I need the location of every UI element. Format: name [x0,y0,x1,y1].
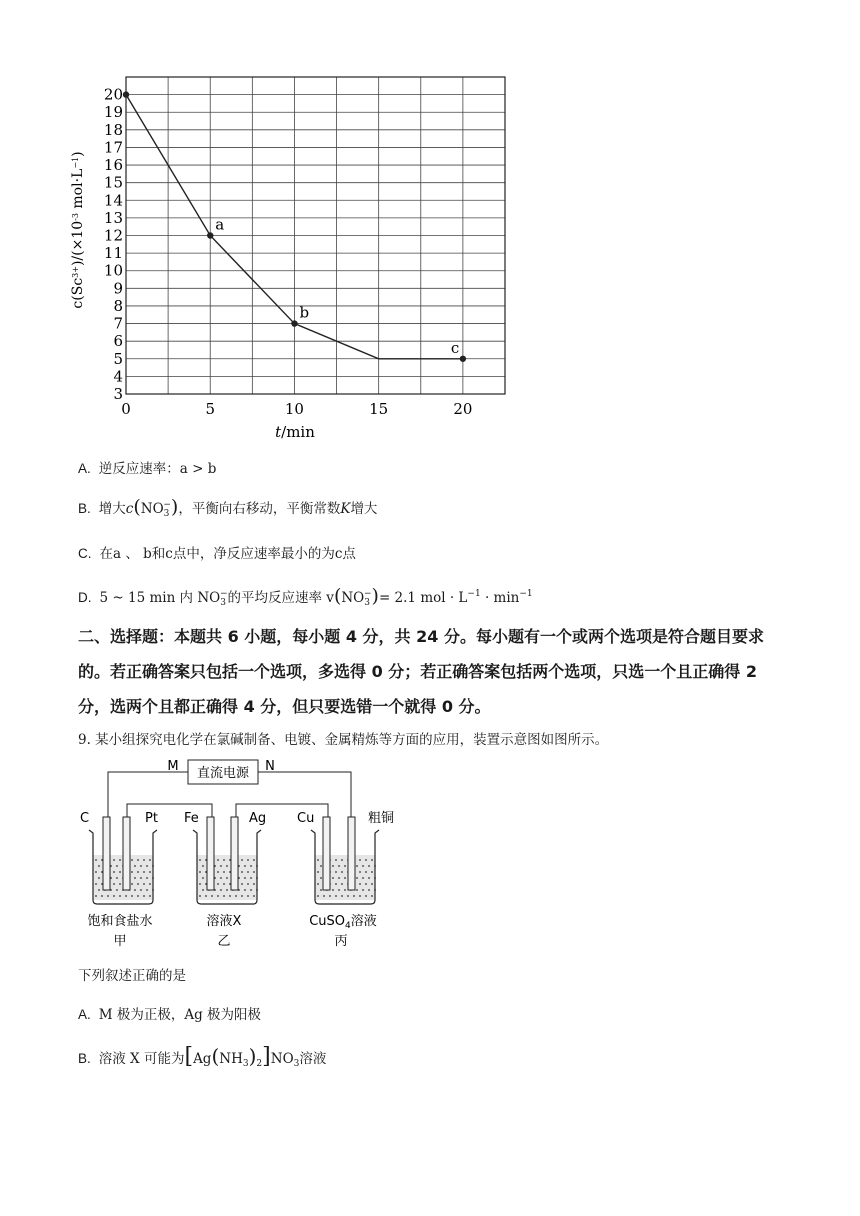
beaker-1 [89,817,157,904]
solution-dot [368,877,370,879]
solution-dot [356,889,358,891]
solution-dot [341,871,343,873]
solution-dot [131,859,133,861]
x-tick-label: 10 [284,400,304,418]
solution-dot [131,871,133,873]
solution-dot [371,859,373,861]
solution-dot [359,859,361,861]
solution-dot [199,895,201,897]
solution-dot [101,895,103,897]
solution-dot [335,883,337,885]
solution-dot [235,895,237,897]
solution-dot [338,889,340,891]
solution-dot [365,895,367,897]
solution-dot [217,895,219,897]
solution-dot [98,865,100,867]
option-8b: B. 增大$c(NO_3^-)$，平衡向右移动，平衡常数K增大 [78,496,378,519]
solution-dot [320,865,322,867]
question-9-stem: 9. 某小组探究电化学在氯碱制备、电镀、金属精炼等方面的应用，装置示意图如图所示。 [78,732,609,748]
solution-dot [143,859,145,861]
y-tick-label: 3 [113,385,123,403]
solution-dot [335,871,337,873]
solution-dot [149,895,151,897]
solution-dot [137,871,139,873]
option-9a: A. M 极为正极，Ag 极为阳极 [78,1007,262,1023]
solution-dot [335,859,337,861]
solution-dot [199,883,201,885]
solution-dot [223,895,225,897]
solution-dot [247,895,249,897]
y-tick-label: 17 [103,138,123,157]
solution-dot [143,871,145,873]
option-8d: D. 5 ~ 15 min 内 $NO_3^-$的平均反应速率 $v(NO_3^-)= 2.1$ mol · $L^{-1} \cdot \min^{-1}$ [78,585,533,608]
data-point [291,320,297,326]
solution-dot [247,859,249,861]
solution-dot [241,883,243,885]
solution-dot [371,871,373,873]
y-tick-label: 12 [103,226,123,245]
solution-dot [134,865,136,867]
solution-dot [107,895,109,897]
solution-dot [98,889,100,891]
electrode-rod [207,817,214,890]
solution-dot [95,871,97,873]
electrode-rod [231,817,238,890]
y-axis-label: $c(Sc^{3+})/(\times 10^{-3}$ $mol\cdot L^{-1}$) [70,151,86,309]
vessel-1-label: 甲 [113,934,127,949]
solution-dot [199,859,201,861]
solution-dot [371,895,373,897]
solution-dot [229,895,231,897]
solution-dot [220,877,222,879]
solution-dot [119,871,121,873]
electrode-rod [348,817,355,890]
solution-dot [253,859,255,861]
solution-dot [371,883,373,885]
solution-dot [344,865,346,867]
section-2-instructions: 二、选择题：本题共 6 小题，每小题 4 分，共 24 分。每小题有一个或两个选项是符合题目要求的。若正确答案只包括一个选项，多选得 0 分；若正确答案包括两个选项，只选一个且正确得 2 分，选两个且都正确得 4 分，但只要选错一个就得 0 分。 [78,627,764,716]
question-9-prompt: 下列叙述正确的是 [78,968,186,984]
solution-dot [253,883,255,885]
solution-dot [226,877,228,879]
solution-dot [347,895,349,897]
y-tick-label: 8 [113,296,123,315]
y-tick-label: 20 [103,85,123,104]
solution-dot [146,889,148,891]
y-tick-label: 16 [103,156,123,175]
solution-dot [125,895,127,897]
solution-dot [137,859,139,861]
electrode-fe-label: Fe [184,811,199,826]
electrode-rod [323,817,330,890]
solution-dot [119,859,121,861]
solution-dot [137,883,139,885]
solution-dot [247,871,249,873]
solution-dot [362,889,364,891]
solution-dot [317,859,319,861]
electrode-crude-copper-label: 粗铜 [368,811,395,826]
x-tick-label: 0 [121,400,131,418]
solution-dot [365,859,367,861]
solution-dot [116,865,118,867]
solution-dot [253,895,255,897]
solution-dot [359,883,361,885]
solution-dot [341,859,343,861]
solution-dot [217,871,219,873]
solution-dot [344,877,346,879]
solution-dot [241,859,243,861]
option-8c: C. 在a 、 b和c点中，净反应速率最小的为c点 [78,546,356,562]
solution-dot [149,859,151,861]
solution-dot [247,883,249,885]
electrode-pt-label: Pt [145,811,158,826]
solution-dot [356,865,358,867]
beaker-2 [193,817,261,904]
solution-dot [359,871,361,873]
solution-dot [202,889,204,891]
y-tick-label: 4 [113,367,123,386]
solution-dot [226,889,228,891]
solution-dot [332,889,334,891]
solution-dot [95,895,97,897]
y-tick-label: 5 [113,349,123,368]
y-tick-label: 10 [103,261,123,280]
solution-dot [368,865,370,867]
solution-dot [317,883,319,885]
y-tick-label: 11 [103,244,123,263]
solution-dot [317,871,319,873]
electrode-c-label: C [80,811,90,826]
vessel-3-label: 丙 [334,934,348,949]
solution-dot [202,865,204,867]
solution-3-label: CuSO$_4$溶液 [309,914,377,931]
terminal-n-label: N [265,759,275,774]
y-tick-label: 14 [103,191,123,210]
solution-dot [98,877,100,879]
solution-dot [199,871,201,873]
solution-dot [220,889,222,891]
y-tick-label: 18 [103,120,123,139]
point-label-b: b [299,303,310,322]
solution-dot [353,895,355,897]
solution-dot [323,895,325,897]
y-tick-label: 9 [113,279,123,298]
solution-dot [250,889,252,891]
solution-dot [356,877,358,879]
solution-dot [368,889,370,891]
terminal-m-label: M [167,759,179,774]
solution-dot [134,877,136,879]
y-tick-label: 19 [103,103,123,122]
solution-dot [146,865,148,867]
electrode-rod [103,817,110,890]
option-9b: B. 溶液 X 可能为$[Ag(NH_3)_2]NO_3$溶液 [78,1044,327,1069]
electrolysis-apparatus-diagram [75,752,415,952]
solution-dot [338,865,340,867]
data-point [123,91,129,97]
solution-dot [220,865,222,867]
data-point [460,356,466,362]
solution-dot [341,883,343,885]
x-axis-label: t/min [275,423,315,441]
solution-dot [116,889,118,891]
solution-dot [143,883,145,885]
solution-dot [146,877,148,879]
solution-dot [253,871,255,873]
solution-dot [143,895,145,897]
electrode-ag-label: Ag [249,811,267,826]
vessel-2-label: 乙 [217,934,231,949]
solution-dot [113,859,115,861]
solution-dot [223,859,225,861]
solution-dot [365,883,367,885]
solution-dot [241,895,243,897]
solution-dot [140,877,142,879]
solution-dot [137,895,139,897]
y-tick-label: 7 [113,314,123,333]
point-label-c: c [450,338,460,357]
solution-dot [140,889,142,891]
solution-dot [335,895,337,897]
solution-dot [320,877,322,879]
solution-2-label: 溶液X [206,914,242,929]
chart-grid [126,77,505,394]
solution-dot [241,871,243,873]
solution-dot [244,865,246,867]
solution-dot [317,895,319,897]
option-8a: A. 逆反应速率：a > b [78,461,217,477]
solution-dot [211,895,213,897]
solution-dot [250,877,252,879]
electrode-rod [123,817,130,890]
solution-dot [332,877,334,879]
solution-dot [131,895,133,897]
solution-1-label: 饱和食盐水 [87,914,153,929]
solution-dot [329,895,331,897]
solution-dot [95,883,97,885]
solution-dot [244,877,246,879]
solution-dot [250,865,252,867]
solution-dot [149,883,151,885]
y-tick-label: 6 [113,332,123,351]
x-tick-label: 5 [205,400,215,418]
solution-dot [217,859,219,861]
solution-dot [320,889,322,891]
solution-dot [226,865,228,867]
power-supply-label: 直流电源 [196,766,250,781]
solution-dot [362,865,364,867]
concentration-time-chart [60,60,520,450]
data-point [207,232,213,238]
solution-dot [149,871,151,873]
solution-dot [359,895,361,897]
solution-dot [131,883,133,885]
solution-dot [332,865,334,867]
solution-dot [341,895,343,897]
beaker-3 [311,817,379,904]
solution-dot [223,871,225,873]
solution-dot [217,883,219,885]
solution-dot [223,883,225,885]
solution-dot [365,871,367,873]
solution-dot [116,877,118,879]
solution-dot [113,895,115,897]
solution-dot [113,883,115,885]
y-tick-label: 13 [103,208,123,227]
chart-ticks [104,86,473,418]
solution-dot [134,889,136,891]
x-tick-label: 15 [369,400,389,418]
electrode-cu-label: Cu [297,811,315,826]
solution-dot [202,877,204,879]
solution-dot [119,895,121,897]
x-tick-label: 20 [453,400,473,418]
solution-dot [362,877,364,879]
solution-dot [119,883,121,885]
solution-dot [140,865,142,867]
solution-dot [113,871,115,873]
y-tick-label: 15 [103,173,123,192]
solution-dot [338,877,340,879]
solution-dot [344,889,346,891]
solution-dot [95,859,97,861]
point-label-a: a [215,215,225,234]
solution-dot [244,889,246,891]
solution-dot [205,895,207,897]
